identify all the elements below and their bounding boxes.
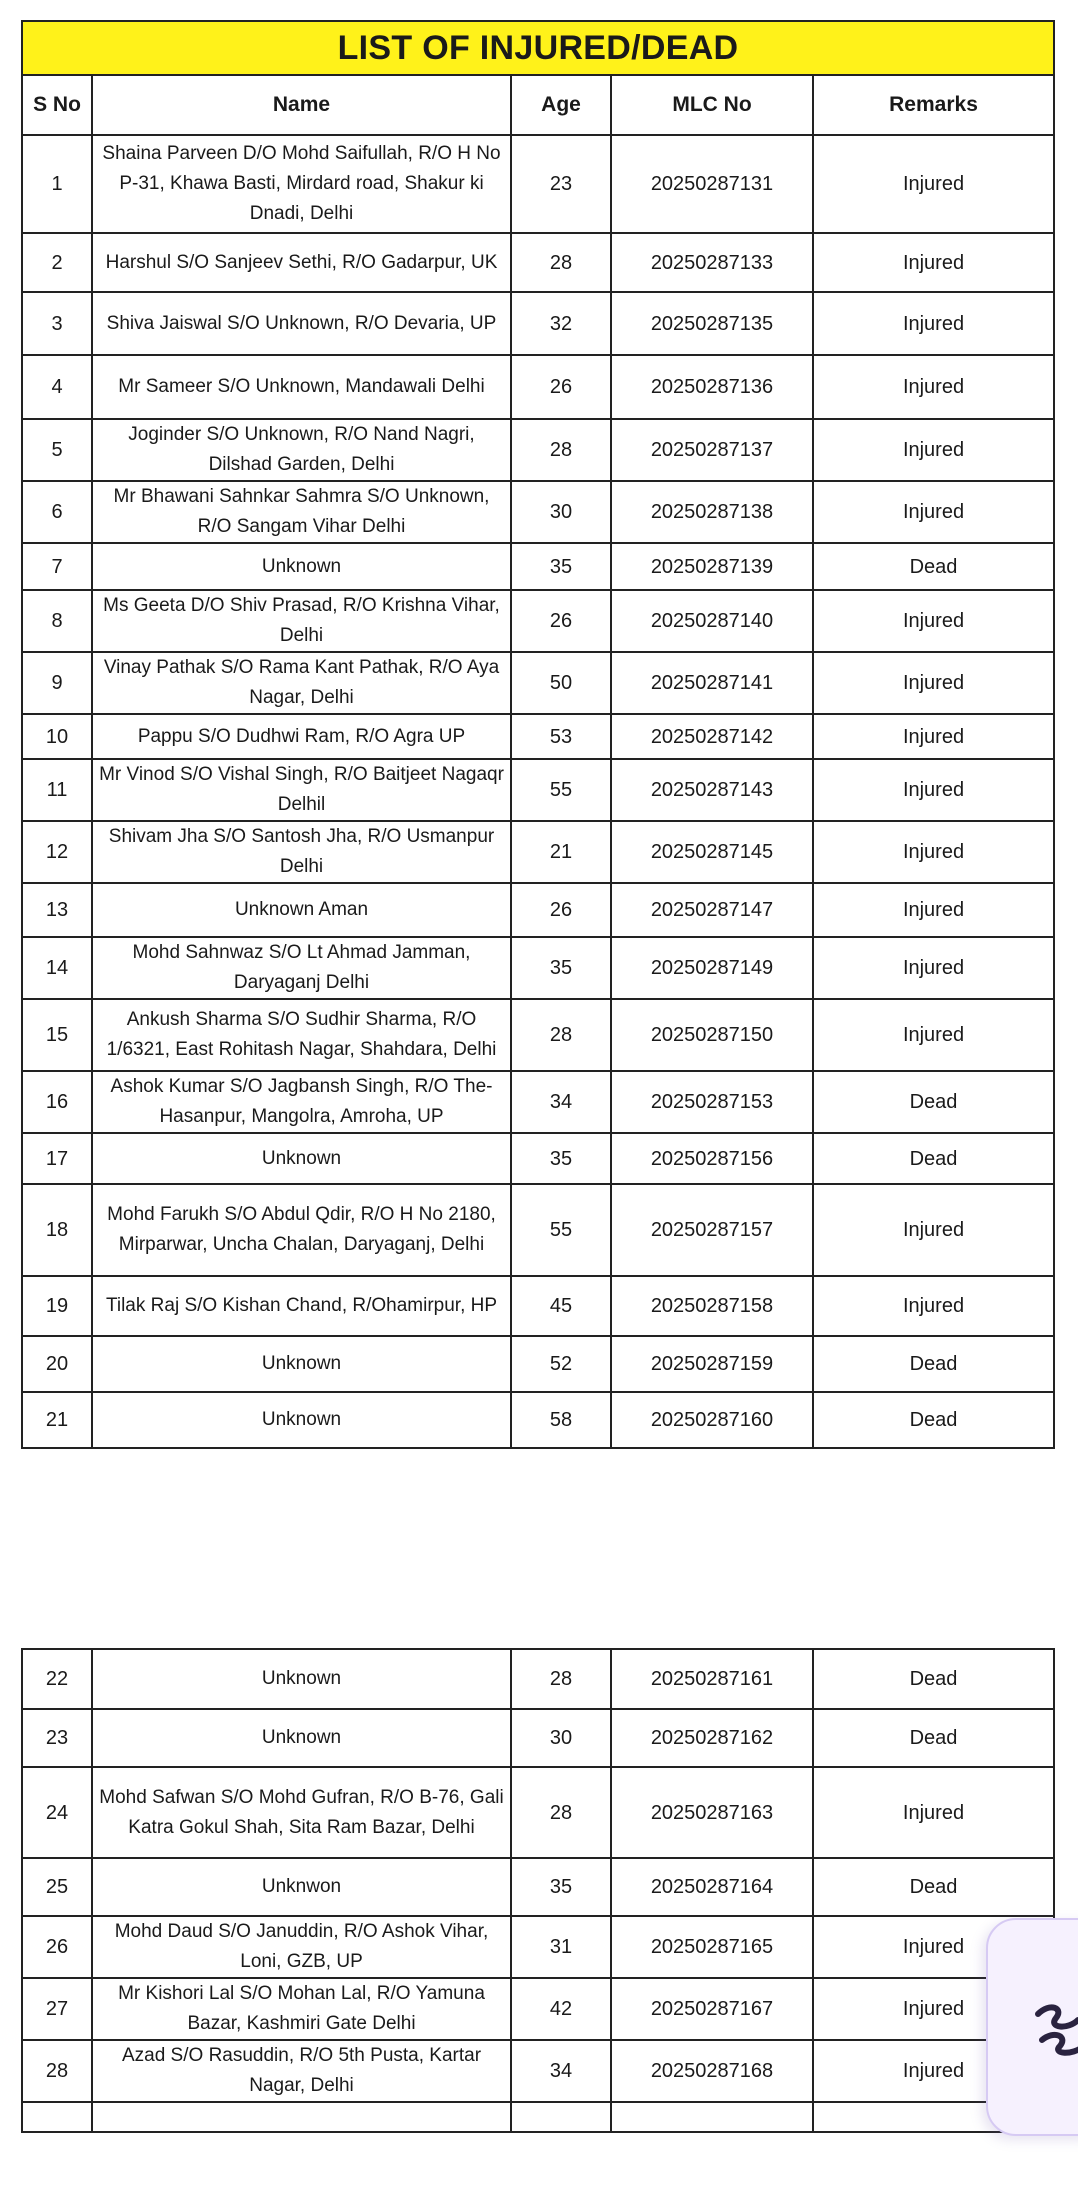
table-row — [22, 1184, 1054, 1276]
cell-mlc-no: 20250287133 — [611, 233, 813, 292]
cell-age: 53 — [511, 714, 611, 759]
cell-remarks: Injured — [813, 1184, 1054, 1276]
table-title: LIST OF INJURED/DEAD — [22, 21, 1054, 75]
cell-sno: 18 — [22, 1184, 92, 1276]
cell-name: Shaina Parveen D/O Mohd Saifullah, R/O H No P-31, Khawa Basti, Mirdard road, Shakur ki Dnadi, Delhi — [92, 135, 511, 233]
cell-sno: 13 — [22, 883, 92, 937]
cell-sno: 26 — [22, 1916, 92, 1978]
table-row — [22, 1858, 1054, 1916]
cell-mlc-no: 20250287142 — [611, 714, 813, 759]
cell-sno: 2 — [22, 233, 92, 292]
cell-name: Unknwon — [92, 1858, 511, 1916]
cell-name: Mohd Farukh S/O Abdul Qdir, R/O H No 2180, Mirparwar, Uncha Chalan, Daryaganj, Delhi — [92, 1184, 511, 1276]
cell-name: Vinay Pathak S/O Rama Kant Pathak, R/O Aya Nagar, Delhi — [92, 652, 511, 714]
cell-sno: 25 — [22, 1858, 92, 1916]
cell-remarks: Injured — [813, 1978, 1054, 2040]
cell-age: 55 — [511, 759, 611, 821]
cell-name: Mr Sameer S/O Unknown, Mandawali Delhi — [92, 355, 511, 419]
cell-remarks: Dead — [813, 1709, 1054, 1767]
cell-age: 42 — [511, 1978, 611, 2040]
table-row — [22, 1071, 1054, 1133]
cell-remarks: Injured — [813, 883, 1054, 937]
cell-remarks: Injured — [813, 1767, 1054, 1858]
cell-name: Harshul S/O Sanjeev Sethi, R/O Gadarpur, UK — [92, 233, 511, 292]
cell-remarks: Dead — [813, 1858, 1054, 1916]
cell-sno: 23 — [22, 1709, 92, 1767]
cell-mlc-no: 20250287168 — [611, 2040, 813, 2102]
cell-name: Mr Kishori Lal S/O Mohan Lal, R/O Yamuna Bazar, Kashmiri Gate Delhi — [92, 1978, 511, 2040]
cell-name: Shivam Jha S/O Santosh Jha, R/O Usmanpur Delhi — [92, 821, 511, 883]
cell-name: Mohd Safwan S/O Mohd Gufran, R/O B-76, Gali Katra Gokul Shah, Sita Ram Bazar, Delhi — [92, 1767, 511, 1858]
cell-remarks: Injured — [813, 419, 1054, 481]
cell-sno: 1 — [22, 135, 92, 233]
cell-mlc-no: 20250287150 — [611, 999, 813, 1071]
table-row — [22, 759, 1054, 821]
injured-dead-table-continued — [21, 1648, 1055, 2133]
header-sno: S No — [22, 75, 92, 135]
table-row — [22, 1649, 1054, 1709]
cell-sno: 9 — [22, 652, 92, 714]
cell-mlc-no: 20250287145 — [611, 821, 813, 883]
table-row — [22, 1709, 1054, 1767]
cell-age: 31 — [511, 1916, 611, 1978]
header-row — [22, 75, 1054, 135]
table-row — [22, 652, 1054, 714]
cell-mlc-no: 20250287136 — [611, 355, 813, 419]
table-row — [22, 1133, 1054, 1184]
cell-mlc-no: 20250287137 — [611, 419, 813, 481]
cell-sno: 17 — [22, 1133, 92, 1184]
cell-mlc-no: 20250287157 — [611, 1184, 813, 1276]
cell-mlc-no: 20250287143 — [611, 759, 813, 821]
cell-age: 21 — [511, 821, 611, 883]
floating-assistant-widget[interactable] — [986, 1918, 1078, 2136]
cell-name: Ms Geeta D/O Shiv Prasad, R/O Krishna Vihar, Delhi — [92, 590, 511, 652]
cell-sno: 14 — [22, 937, 92, 999]
cell-age: 34 — [511, 1071, 611, 1133]
cell-age: 35 — [511, 1133, 611, 1184]
cell-age: 45 — [511, 1276, 611, 1336]
header-remarks: Remarks — [813, 75, 1054, 135]
cell-mlc-no: 20250287160 — [611, 1392, 813, 1448]
cell-age: 28 — [511, 1767, 611, 1858]
cell-remarks: Injured — [813, 937, 1054, 999]
empty-cell — [511, 2102, 611, 2132]
table-row — [22, 355, 1054, 419]
cell-remarks: Dead — [813, 1133, 1054, 1184]
table-row — [22, 1978, 1054, 2040]
table-row — [22, 937, 1054, 999]
table-row — [22, 481, 1054, 543]
cell-age: 28 — [511, 419, 611, 481]
cell-mlc-no: 20250287165 — [611, 1916, 813, 1978]
empty-cell — [22, 2102, 92, 2132]
header-mlc-no: MLC No — [611, 75, 813, 135]
cell-name: Mr Vinod S/O Vishal Singh, R/O Baitjeet Nagaqr Delhil — [92, 759, 511, 821]
table-row — [22, 543, 1054, 590]
cell-name: Mohd Daud S/O Januddin, R/O Ashok Vihar, Loni, GZB, UP — [92, 1916, 511, 1978]
cell-name: Shiva Jaiswal S/O Unknown, R/O Devaria, UP — [92, 292, 511, 355]
cell-age: 30 — [511, 481, 611, 543]
cell-sno: 8 — [22, 590, 92, 652]
cell-sno: 27 — [22, 1978, 92, 2040]
table-row-empty — [22, 2102, 1054, 2132]
cell-sno: 19 — [22, 1276, 92, 1336]
cell-sno: 3 — [22, 292, 92, 355]
cell-sno: 24 — [22, 1767, 92, 1858]
cell-mlc-no: 20250287167 — [611, 1978, 813, 2040]
cell-age: 35 — [511, 937, 611, 999]
cell-mlc-no: 20250287147 — [611, 883, 813, 937]
cell-sno: 6 — [22, 481, 92, 543]
empty-cell — [92, 2102, 511, 2132]
cell-remarks: Injured — [813, 590, 1054, 652]
cell-age: 35 — [511, 1858, 611, 1916]
table-row — [22, 1276, 1054, 1336]
cell-age: 23 — [511, 135, 611, 233]
cell-remarks: Injured — [813, 2040, 1054, 2102]
cell-name: Pappu S/O Dudhwi Ram, R/O Agra UP — [92, 714, 511, 759]
cell-sno: 7 — [22, 543, 92, 590]
cell-name: Mohd Sahnwaz S/O Lt Ahmad Jamman, Daryaganj Delhi — [92, 937, 511, 999]
cell-remarks: Injured — [813, 355, 1054, 419]
cell-mlc-no: 20250287159 — [611, 1336, 813, 1392]
cell-remarks: Injured — [813, 1276, 1054, 1336]
cell-name: Unknown — [92, 1709, 511, 1767]
cell-sno: 22 — [22, 1649, 92, 1709]
cell-sno: 28 — [22, 2040, 92, 2102]
cell-name: Azad S/O Rasuddin, R/O 5th Pusta, Kartar Nagar, Delhi — [92, 2040, 511, 2102]
cell-sno: 11 — [22, 759, 92, 821]
cell-remarks: Dead — [813, 1071, 1054, 1133]
table-row — [22, 590, 1054, 652]
cell-age: 28 — [511, 233, 611, 292]
cell-age: 30 — [511, 1709, 611, 1767]
cell-name: Unknown — [92, 543, 511, 590]
cell-remarks: Injured — [813, 759, 1054, 821]
table-row — [22, 1336, 1054, 1392]
cell-mlc-no: 20250287140 — [611, 590, 813, 652]
cell-sno: 5 — [22, 419, 92, 481]
injured-dead-table — [21, 20, 1055, 1449]
cell-name: Tilak Raj S/O Kishan Chand, R/Ohamirpur, HP — [92, 1276, 511, 1336]
cell-age: 58 — [511, 1392, 611, 1448]
empty-cell — [611, 2102, 813, 2132]
squiggle-icon — [1034, 2000, 1078, 2060]
table-row — [22, 135, 1054, 233]
cell-mlc-no: 20250287156 — [611, 1133, 813, 1184]
cell-name: Unknown — [92, 1392, 511, 1448]
cell-age: 50 — [511, 652, 611, 714]
table-row — [22, 883, 1054, 937]
cell-remarks: Injured — [813, 1916, 1054, 1978]
cell-remarks: Injured — [813, 481, 1054, 543]
cell-mlc-no: 20250287153 — [611, 1071, 813, 1133]
cell-remarks: Dead — [813, 543, 1054, 590]
cell-remarks: Injured — [813, 652, 1054, 714]
table-row — [22, 419, 1054, 481]
cell-age: 28 — [511, 1649, 611, 1709]
cell-sno: 15 — [22, 999, 92, 1071]
cell-remarks: Dead — [813, 1392, 1054, 1448]
cell-remarks: Injured — [813, 233, 1054, 292]
cell-name: Mr Bhawani Sahnkar Sahmra S/O Unknown, R/O Sangam Vihar Delhi — [92, 481, 511, 543]
cell-mlc-no: 20250287163 — [611, 1767, 813, 1858]
cell-mlc-no: 20250287149 — [611, 937, 813, 999]
cell-sno: 10 — [22, 714, 92, 759]
table-row — [22, 1767, 1054, 1858]
cell-mlc-no: 20250287138 — [611, 481, 813, 543]
cell-mlc-no: 20250287141 — [611, 652, 813, 714]
cell-age: 55 — [511, 1184, 611, 1276]
cell-remarks: Injured — [813, 821, 1054, 883]
header-age: Age — [511, 75, 611, 135]
cell-age: 35 — [511, 543, 611, 590]
cell-sno: 12 — [22, 821, 92, 883]
cell-mlc-no: 20250287139 — [611, 543, 813, 590]
cell-sno: 16 — [22, 1071, 92, 1133]
cell-age: 26 — [511, 355, 611, 419]
cell-name: Unknown — [92, 1336, 511, 1392]
table-row — [22, 1916, 1054, 1978]
cell-remarks: Injured — [813, 999, 1054, 1071]
cell-mlc-no: 20250287135 — [611, 292, 813, 355]
cell-age: 52 — [511, 1336, 611, 1392]
cell-mlc-no: 20250287162 — [611, 1709, 813, 1767]
title-row — [22, 21, 1054, 75]
table-row — [22, 2040, 1054, 2102]
table-row — [22, 233, 1054, 292]
table-row — [22, 999, 1054, 1071]
table-row — [22, 821, 1054, 883]
cell-mlc-no: 20250287131 — [611, 135, 813, 233]
cell-name: Joginder S/O Unknown, R/O Nand Nagri, Dilshad Garden, Delhi — [92, 419, 511, 481]
cell-age: 26 — [511, 883, 611, 937]
table-row — [22, 1392, 1054, 1448]
cell-remarks: Dead — [813, 1649, 1054, 1709]
cell-age: 34 — [511, 2040, 611, 2102]
cell-name: Ankush Sharma S/O Sudhir Sharma, R/O 1/6321, East Rohitash Nagar, Shahdara, Delhi — [92, 999, 511, 1071]
cell-mlc-no: 20250287158 — [611, 1276, 813, 1336]
cell-age: 26 — [511, 590, 611, 652]
cell-name: Unknown — [92, 1649, 511, 1709]
cell-age: 32 — [511, 292, 611, 355]
cell-sno: 21 — [22, 1392, 92, 1448]
cell-name: Unknown — [92, 1133, 511, 1184]
table-row — [22, 292, 1054, 355]
cell-name: Unknown Aman — [92, 883, 511, 937]
table-row — [22, 714, 1054, 759]
cell-name: Ashok Kumar S/O Jagbansh Singh, R/O The-Hasanpur, Mangolra, Amroha, UP — [92, 1071, 511, 1133]
cell-age: 28 — [511, 999, 611, 1071]
cell-remarks: Injured — [813, 714, 1054, 759]
cell-remarks: Dead — [813, 1336, 1054, 1392]
cell-sno: 20 — [22, 1336, 92, 1392]
cell-remarks: Injured — [813, 135, 1054, 233]
cell-sno: 4 — [22, 355, 92, 419]
cell-mlc-no: 20250287164 — [611, 1858, 813, 1916]
header-name: Name — [92, 75, 511, 135]
cell-remarks: Injured — [813, 292, 1054, 355]
cell-mlc-no: 20250287161 — [611, 1649, 813, 1709]
